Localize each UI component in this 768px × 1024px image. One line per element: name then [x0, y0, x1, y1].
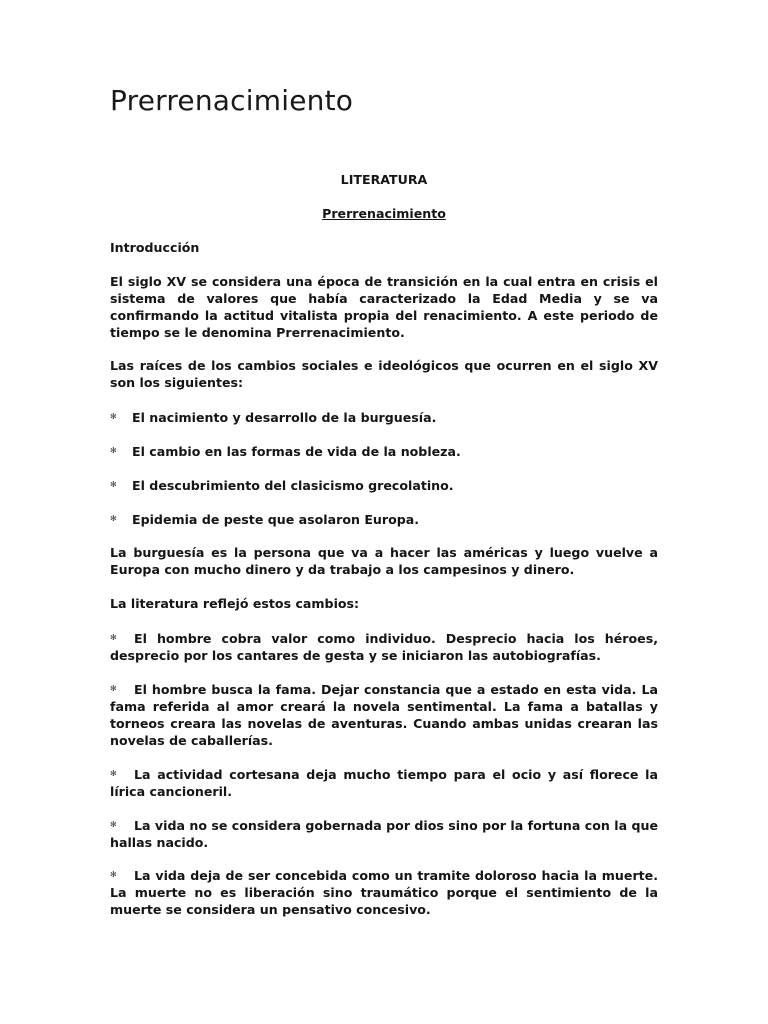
list-item [110, 765, 658, 800]
section-subtitle: Prerrenacimiento [322, 206, 446, 221]
list-item [110, 510, 658, 528]
list-item [110, 476, 658, 494]
bullet-icon: ✻ [110, 870, 117, 879]
bullet-icon: ✻ [110, 412, 117, 421]
bullet-icon: ✻ [110, 446, 117, 455]
list-item [110, 408, 658, 426]
list-item-text: El nacimiento y desarrollo de la burguesía. [132, 410, 437, 425]
bullet-icon: ✻ [110, 769, 117, 778]
section-title: LITERATURA [340, 172, 428, 187]
paragraph-intro: El siglo XV se considera una época de transición en la cual entra en crisis el sistema de valores que había caracterizado la Edad Media y se va confirmando la actitud vitalista propia del renacimiento. A este periodo de tiempo se le denomina Prerrenacimiento. [110, 274, 658, 340]
list-item-text: La vida deja de ser concebida como un tramite doloroso hacia la muerte. La muerte no es liberación sino traumático porque el sentimiento de la muerte se considera un pensativo concesivo. [110, 868, 658, 917]
bullet-icon: ✻ [110, 514, 117, 523]
list-item [110, 866, 658, 918]
paragraph-burguesia: La burguesía es la persona que va a hacer las américas y luego vuelve a Europa con mucho dinero y da trabajo a los campesinos y dinero. [110, 545, 658, 577]
paragraph-literature-intro: La literatura reflejó estos cambios: [110, 596, 360, 611]
list-item-text: La actividad cortesana deja mucho tiempo para el ocio y así florece la lírica cancioneril. [110, 767, 658, 799]
list-item [110, 629, 658, 664]
list-item-text: El hombre busca la fama. Dejar constancia que a estado en esta vida. La fama referida al amor creará la novela sentimental. La fama a batallas y torneos creara las novelas de aventuras. Cuando ambas unidas crearan las novelas de caballerías. [110, 682, 658, 748]
list-item [110, 442, 658, 460]
document-title: Prerrenacimiento [110, 84, 354, 117]
bullet-icon: ✻ [110, 633, 117, 642]
bullet-icon: ✻ [110, 684, 117, 693]
bullet-icon: ✻ [110, 480, 117, 489]
list-item-text: La vida no se considera gobernada por dios sino por la fortuna con la que hallas nacido. [110, 818, 658, 850]
list-item [110, 680, 658, 749]
list-item-text: El descubrimiento del clasicismo grecolatino. [132, 478, 454, 493]
list-item-text: El hombre cobra valor como individuo. Desprecio hacia los héroes, desprecio por los cantares de gesta y se iniciaron las autobiografías. [110, 631, 658, 663]
bullet-icon: ✻ [110, 820, 117, 829]
list-item-text: El cambio en las formas de vida de la nobleza. [132, 444, 461, 459]
intro-heading: Introducción [110, 240, 200, 255]
paragraph-roots-intro: Las raíces de los cambios sociales e ideológicos que ocurren en el siglo XV son los siguientes: [110, 358, 658, 390]
list-item-text: Epidemia de peste que asolaron Europa. [132, 512, 420, 527]
list-item [110, 816, 658, 851]
